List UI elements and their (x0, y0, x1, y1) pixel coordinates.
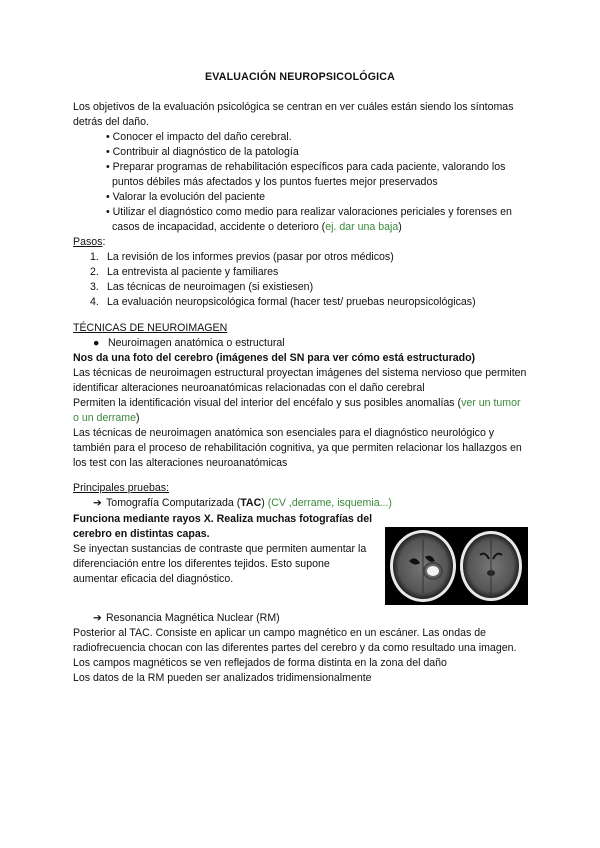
step-text: La entrevista al paciente y familiares (107, 266, 279, 278)
arrow-icon: ➔ (93, 612, 102, 624)
objective-close: ) (398, 221, 402, 233)
ct-slice-right (460, 531, 522, 601)
page-title: EVALUACIÓN NEUROPSICOLÓGICA (204, 71, 395, 83)
rm-label: Resonancia Magnética Nuclear (RM) (106, 612, 280, 624)
structural-paragraph-3: Las técnicas de neuroimagen anatómica son esenciales para el diagnóstico neurológico y también para el proceso de rehabilitación cognitiva, ya que permiten relacionar los hallazgos en los test con las alteraciones neuroanatómicas (73, 427, 522, 469)
steps-heading: Pasos (73, 236, 103, 248)
structural-p2-note: ver un tumor o un derrame (73, 397, 521, 424)
step-number: 4. (90, 296, 99, 308)
objective-text: • Utilizar el diagnóstico como medio para realizar valoraciones periciales y forenses en casos de incapacidad, accidente o deterioro ( (106, 206, 512, 233)
tac-note: (CV ,derrame, isquemia...) (267, 497, 392, 509)
structural-item (73, 336, 528, 351)
steps-list (73, 250, 528, 310)
structural-paragraph-2 (73, 396, 528, 426)
ct-scan-image (385, 527, 528, 605)
arrow-icon: ➔ (93, 497, 102, 509)
step-number: 3. (90, 281, 99, 293)
tests-section (73, 481, 528, 511)
objective-item: • Preparar programas de rehabilitación específicos para cada paciente, valorando los puntos débiles más afectados y los puntos fuertes mejor preservados (106, 161, 506, 188)
structural-p2-close: ) (136, 412, 140, 424)
steps-heading-line (73, 235, 528, 250)
tac-label-close: ) (261, 497, 268, 509)
structural-paragraph-1: Las técnicas de neuroimagen estructural proyectan imágenes del sistema nervioso que permiten identificar alteraciones neuroanatómicas relacionadas con el daño cerebral (73, 367, 527, 394)
rm-section (73, 611, 528, 686)
structural-p2-text: Permiten la identificación visual del interior del encéfalo y sus posibles anomalías ( (73, 397, 462, 409)
tests-heading: Principales pruebas: (73, 482, 169, 494)
objective-item: • Contribuir al diagnóstico de la patología (106, 146, 299, 158)
tac-description (73, 512, 373, 587)
objective-item: • Valorar la evolución del paciente (106, 191, 265, 203)
structural-bold-text: Nos da una foto del cerebro (imágenes del SN para ver cómo está estructurado) (73, 352, 476, 364)
step-number: 1. (90, 251, 99, 263)
step-text: La revisión de los informes previos (pasar por otros médicos) (107, 251, 394, 263)
tac-label: Tomografía Computarizada ( (106, 497, 241, 509)
step-text: Las técnicas de neuroimagen (si existiesen) (107, 281, 314, 293)
step-number: 2. (90, 266, 99, 278)
tac-item (73, 496, 528, 511)
rm-paragraph-2: Los datos de la RM pueden ser analizados tridimensionalmente (73, 672, 372, 684)
objectives-list (73, 130, 528, 235)
steps-colon: : (102, 236, 106, 248)
rm-paragraph-1: Posterior al TAC. Consiste en aplicar un campo magnético en un escáner. Las ondas de radiofrecuencia chocan con las diferentes partes del cerebro y da como resultado una imagen. Los campos magnéticos se ven reflejados de forma distinta en la zona del daño (73, 627, 517, 669)
tac-paragraph: Se inyectan sustancias de contraste que permiten aumentar la diferenciación entre los diferentes tejidos. Esto supone aumentar eficacia del diagnóstico. (73, 543, 367, 585)
step-item (90, 265, 528, 280)
objective-note: ej. dar una baja (325, 221, 399, 233)
tac-bold-text: Funciona mediante rayos X. Realiza muchas fotografías del cerebro en distintas capas. (73, 513, 373, 540)
step-item (90, 250, 528, 265)
intro-paragraph: Los objetivos de la evaluación psicológica se centran en ver cuáles están siendo los síntomas detrás del daño. (73, 101, 514, 128)
step-item (90, 295, 528, 310)
techniques-heading: TÉCNICAS DE NEUROIMAGEN (73, 322, 228, 334)
bullet-icon: ● (93, 337, 100, 349)
intro-section (73, 100, 528, 310)
step-text: La evaluación neuropsicológica formal (hacer test/ pruebas neuropsicológicas) (107, 296, 476, 308)
objective-item: • Conocer el impacto del daño cerebral. (106, 131, 292, 143)
ct-slice-left (390, 530, 456, 602)
rm-item (73, 611, 528, 626)
objective-item (106, 205, 528, 235)
step-item (90, 280, 528, 295)
tac-abbr: TAC (240, 497, 262, 509)
structural-label: Neuroimagen anatómica o estructural (108, 337, 285, 349)
techniques-section (73, 321, 528, 471)
